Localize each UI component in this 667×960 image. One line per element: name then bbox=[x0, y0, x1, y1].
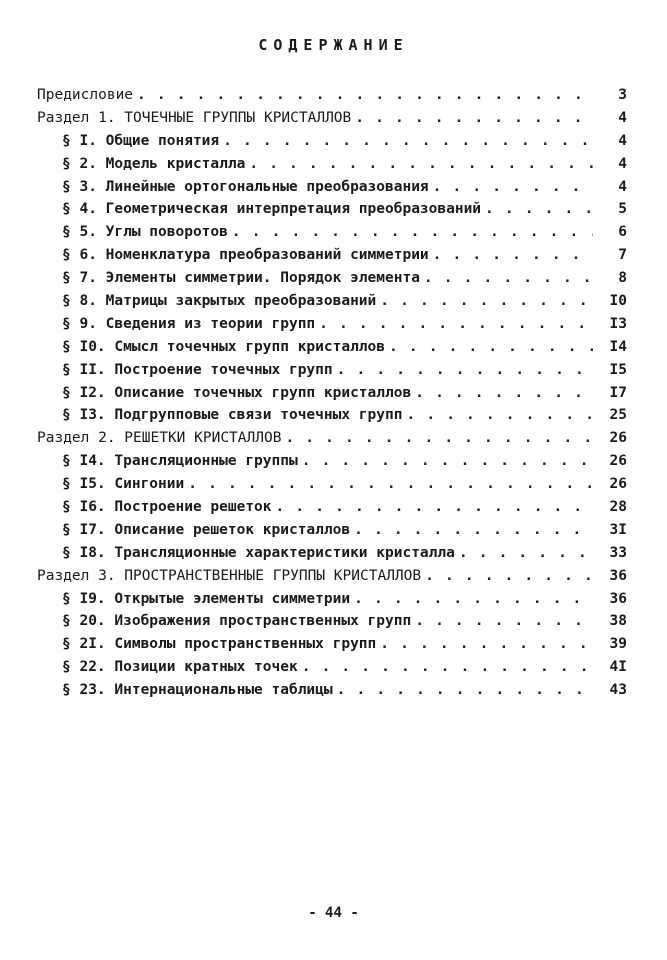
toc-dot-leader bbox=[285, 427, 593, 450]
toc-entry-page-number: 4 bbox=[618, 109, 627, 126]
toc-subsection-entry bbox=[0, 359, 667, 382]
toc-subsection-entry bbox=[0, 267, 667, 290]
toc-dot-leader bbox=[433, 244, 593, 267]
toc-entry-page-number: 36 bbox=[609, 590, 627, 607]
toc-dot-leader bbox=[354, 588, 593, 611]
toc-entry-page-number: I5 bbox=[609, 361, 627, 378]
toc-subsection-entry bbox=[0, 336, 667, 359]
toc-dot-leader bbox=[137, 84, 593, 107]
toc-entry-page-number: 4 bbox=[618, 178, 627, 195]
toc-entry-label: § I5. Сингонии bbox=[62, 476, 185, 493]
toc-entry-label: § I9. Открытые элементы симметрии bbox=[62, 590, 351, 607]
toc-entry-page-number: 36 bbox=[609, 567, 627, 584]
toc-entry-page-number: 39 bbox=[609, 636, 627, 653]
toc-entry-label: § 6. Номенклатура преобразований симметрии bbox=[62, 247, 429, 264]
toc-entry-page-number: I3 bbox=[609, 315, 627, 332]
toc-subsection-entry bbox=[0, 153, 667, 176]
toc-dot-leader bbox=[223, 130, 593, 153]
toc-dot-leader bbox=[337, 359, 593, 382]
toc-subsection-entry bbox=[0, 588, 667, 611]
toc-entry-label: § 22. Позиции кратных точек bbox=[62, 659, 298, 676]
toc-entry-label: § I4. Трансляционные группы bbox=[62, 453, 298, 470]
toc-section-entry bbox=[0, 84, 667, 107]
toc-subsection-entry bbox=[0, 542, 667, 565]
toc-dot-leader bbox=[406, 404, 593, 427]
toc-dot-leader bbox=[485, 198, 593, 221]
toc-subsection-entry bbox=[0, 473, 667, 496]
toc-entry-page-number: 6 bbox=[618, 224, 627, 241]
toc-dot-leader bbox=[425, 565, 593, 588]
toc-dot-leader bbox=[232, 221, 593, 244]
toc-dot-leader bbox=[433, 176, 593, 199]
toc-entry-label: § I2. Описание точечных групп кристаллов bbox=[62, 384, 412, 401]
toc-entry-label: § 4. Геометрическая интерпретация преобразований bbox=[62, 201, 482, 218]
toc-dot-leader bbox=[415, 382, 593, 405]
toc-section-entry bbox=[0, 427, 667, 450]
toc-entry-page-number: 26 bbox=[609, 453, 627, 470]
toc-entry-label: § 8. Матрицы закрытых преобразований bbox=[62, 293, 377, 310]
toc-entry-page-number: 7 bbox=[618, 247, 627, 264]
toc-subsection-entry bbox=[0, 130, 667, 153]
toc-subsection-entry bbox=[0, 382, 667, 405]
toc-entry-label: § I8. Трансляционные характеристики кристалла bbox=[62, 544, 455, 561]
toc-subsection-entry bbox=[0, 633, 667, 656]
toc-dot-leader bbox=[415, 610, 593, 633]
toc-subsection-entry bbox=[0, 656, 667, 679]
toc-entry-page-number: 3I bbox=[609, 521, 627, 538]
toc-entry-label: § I3. Подгрупповые связи точечных групп bbox=[62, 407, 403, 424]
toc-dot-leader bbox=[302, 450, 593, 473]
toc-entry-label: § 9. Сведения из теории групп bbox=[62, 315, 316, 332]
toc-subsection-entry bbox=[0, 404, 667, 427]
toc-entry-page-number: 26 bbox=[609, 430, 627, 447]
toc-subsection-entry bbox=[0, 519, 667, 542]
toc-entry-page-number: I0 bbox=[609, 293, 627, 310]
toc-dot-leader bbox=[389, 336, 593, 359]
toc-subsection-entry bbox=[0, 221, 667, 244]
toc-dot-leader bbox=[337, 679, 593, 702]
toc-section-entry bbox=[0, 107, 667, 130]
toc-entry-label: Предисловие bbox=[37, 87, 134, 103]
toc-entry-label: § 2. Модель кристалла bbox=[62, 155, 246, 172]
toc-section-entry bbox=[0, 565, 667, 588]
toc-subsection-entry bbox=[0, 496, 667, 519]
toc-subsection-entry bbox=[0, 313, 667, 336]
toc-entry-label: § 7. Элементы симметрии. Порядок элемента bbox=[62, 270, 420, 287]
toc-entry-page-number: 5 bbox=[618, 201, 627, 218]
toc-dot-leader bbox=[380, 290, 593, 313]
toc-entry-page-number: 43 bbox=[609, 682, 627, 699]
toc-dot-leader bbox=[424, 267, 593, 290]
toc-dot-leader bbox=[459, 542, 593, 565]
table-of-contents bbox=[0, 84, 667, 702]
toc-entry-label: § 2I. Символы пространственных групп bbox=[62, 636, 377, 653]
toc-entry-page-number: 4 bbox=[618, 132, 627, 149]
toc-entry-label: Раздел 3. ПРОСТРАНСТВЕННЫЕ ГРУППЫ КРИСТАЛЛОВ bbox=[37, 567, 422, 584]
toc-entry-page-number: 3 bbox=[618, 87, 627, 103]
toc-entry-page-number: I4 bbox=[609, 338, 627, 355]
toc-entry-page-number: 8 bbox=[618, 270, 627, 287]
toc-entry-label: § I. Общие понятия bbox=[62, 132, 220, 149]
toc-dot-leader bbox=[302, 656, 593, 679]
toc-entry-label: § 3. Линейные ортогональные преобразования bbox=[62, 178, 429, 195]
toc-entry-page-number: 28 bbox=[609, 499, 627, 516]
toc-entry-label: § I0. Смысл точечных групп кристаллов bbox=[62, 338, 386, 355]
toc-dot-leader bbox=[354, 519, 593, 542]
toc-entry-page-number: 33 bbox=[609, 544, 627, 561]
page-title: СОДЕРЖАНИЕ bbox=[258, 36, 409, 54]
toc-entry-label: § 23. Интернациональные таблицы bbox=[62, 682, 333, 699]
toc-entry-label: § I6. Построение решеток bbox=[62, 499, 272, 516]
toc-entry-page-number: 26 bbox=[609, 476, 627, 493]
toc-entry-label: Раздел 2. РЕШЕТКИ КРИСТАЛЛОВ bbox=[37, 430, 282, 447]
toc-subsection-entry bbox=[0, 244, 667, 267]
toc-entry-label: § I7. Описание решеток кристаллов bbox=[62, 521, 351, 538]
toc-subsection-entry bbox=[0, 290, 667, 313]
toc-entry-page-number: I7 bbox=[609, 384, 627, 401]
toc-entry-page-number: 4 bbox=[618, 155, 627, 172]
toc-subsection-entry bbox=[0, 198, 667, 221]
toc-entry-page-number: 25 bbox=[609, 407, 627, 424]
toc-dot-leader bbox=[355, 107, 593, 130]
toc-entry-label: § 5. Углы поворотов bbox=[62, 224, 228, 241]
toc-subsection-entry bbox=[0, 450, 667, 473]
toc-entry-label: Раздел 1. ТОЧЕЧНЫЕ ГРУППЫ КРИСТАЛЛОВ bbox=[37, 109, 352, 126]
toc-dot-leader bbox=[380, 633, 593, 656]
toc-dot-leader bbox=[276, 496, 593, 519]
toc-subsection-entry bbox=[0, 610, 667, 633]
toc-subsection-entry bbox=[0, 679, 667, 702]
toc-dot-leader bbox=[249, 153, 593, 176]
toc-dot-leader bbox=[319, 313, 593, 336]
toc-entry-page-number: 4I bbox=[609, 659, 627, 676]
toc-entry-label: § II. Построение точечных групп bbox=[62, 361, 333, 378]
toc-subsection-entry bbox=[0, 176, 667, 199]
page-number-footer: - 44 - bbox=[308, 905, 359, 921]
toc-entry-page-number: 38 bbox=[609, 613, 627, 630]
toc-entry-label: § 20. Изображения пространственных групп bbox=[62, 613, 412, 630]
toc-dot-leader bbox=[188, 473, 593, 496]
